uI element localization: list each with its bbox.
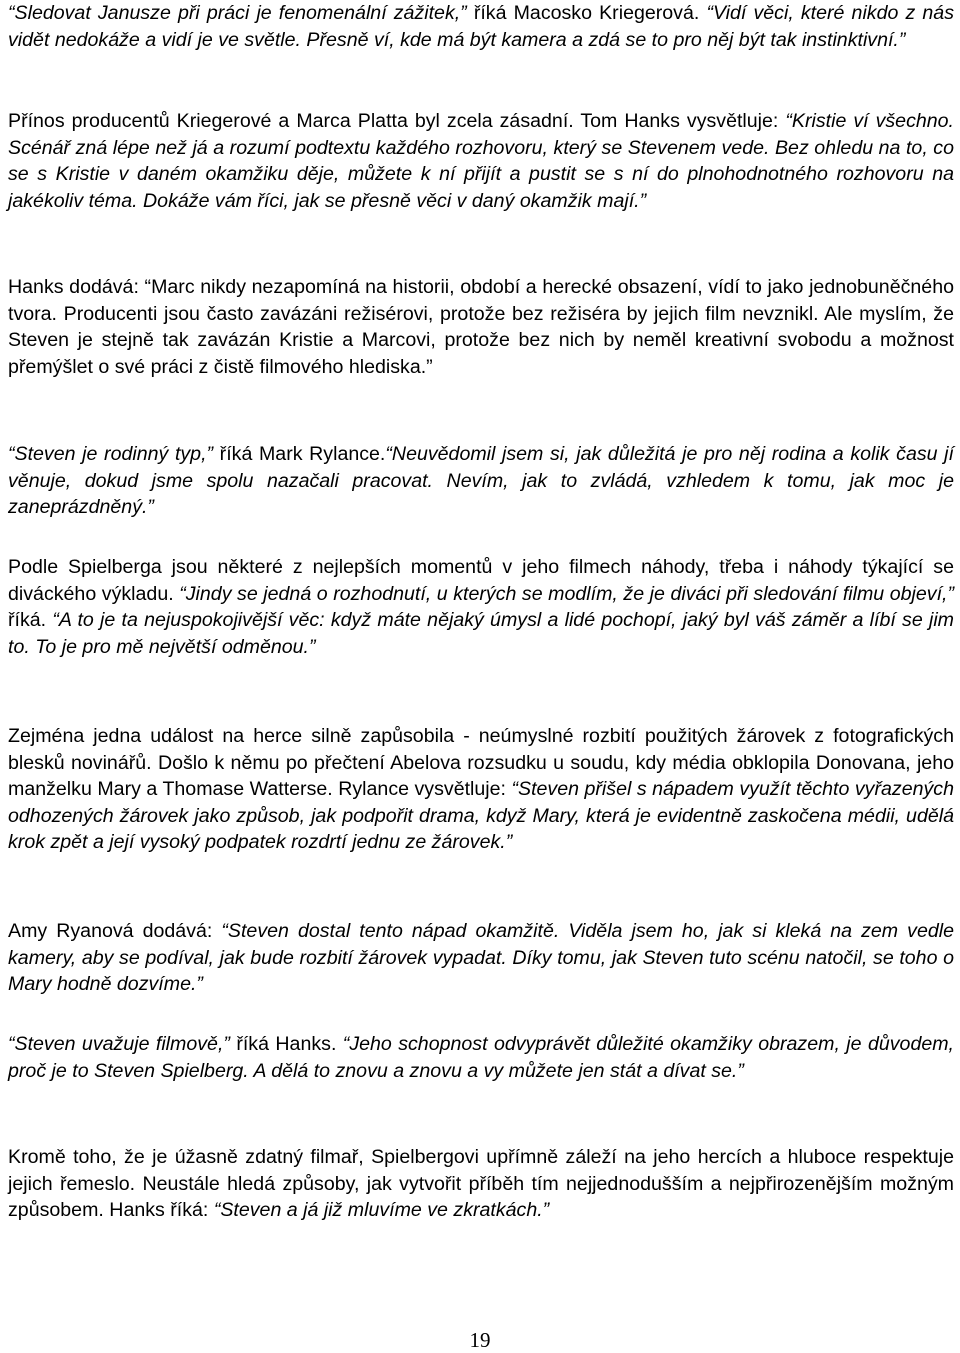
quote-text: “Neuvědomil jsem si, jak důležitá je pro něj rodina a kolik času jí věnuje, dokud jsme spolu nazačali pracovat. Nevím, jak to zvládá, vzhledem k tomu, jak moc je zaneprázdněný.”	[8, 443, 954, 518]
narrative-text: Přínos producentů Kriegerové a Marca Platta byl zcela zásadní. Tom Hanks vysvětluje:	[8, 110, 786, 132]
narrative-text: Amy Ryanová dodává:	[8, 920, 222, 942]
paragraph-2	[8, 108, 954, 214]
narrative-text: Podle Spielberga jsou některé z nejlepších momentů v jeho filmech náhody, třeba i náhody týkající se diváckého výkladu.	[8, 556, 954, 605]
quote-text: “Steven dostal tento nápad okamžitě. Viděla jsem ho, jak si kleká na zem vedle kamery, aby se podíval, jak bude rozbití žárovek vypadat. Díky tomu, jak Steven tuto scénu natočil, se toho o Mary hodně dozvíme.”	[8, 920, 954, 995]
page-number: 19	[469, 1328, 491, 1352]
narrative-text: Hanks dodává:	[8, 276, 145, 298]
narrative-text: říká.	[8, 609, 53, 631]
paragraph-4	[8, 441, 954, 521]
quote-text: “Steven je rodinný typ,”	[8, 443, 214, 465]
quote-text: “Marc nikdy nezapomíná na historii, období a herecké obsazení, vídí to jako jednobuněčného tvora. Producenti jsou často zavázáni režisérovi, protože bez režiséra by jejich film nevznikl. Ale myslím, že Steven je stejně tak zavázán Kristie a Marcovi, protože bez nich by neměl kreativní svobodu a možnost přemýšlet o své práci z čistě filmového hlediska.”	[8, 276, 954, 378]
narrative-text: říká Macosko Kriegerová.	[466, 2, 707, 24]
narrative-text: Kromě toho, že je úžasně zdatný filmař, Spielbergovi upřímně záleží na jeho hercích a hluboce respektuje jejich řemeslo. Neustále hledá způsoby, jak vytvořit příběh tím nejjednodušším a nejpřirozenějším možným způsobem. Hanks říká:	[8, 1146, 954, 1221]
quote-text: “Jeho schopnost odvyprávět důležité okamžiky obrazem, je důvodem, proč je to Steven Spielberg. A dělá to znovu a znovu a vy můžete jen stát a dívat se.”	[8, 1033, 955, 1082]
quote-text: “Steven a já již mluvíme ve zkratkách.”	[213, 1199, 550, 1221]
quote-text: “Steven přišel s nápadem využít těchto vyřazených odhozených žárovek jako způsob, jak podpořit drama, když Mary, která je evidentně zaskočena médii, udělá krok zpět a její vysoký podpatek rozdrtí jednu ze žárovek.”	[8, 778, 954, 853]
paragraph-9	[8, 1144, 954, 1224]
quote-text: “Steven uvažuje filmově,”	[8, 1033, 230, 1055]
paragraph-7	[8, 918, 954, 998]
quote-text: “A to je ta nejuspokojivější věc: když máte nějaký úmysl a lidé pochopí, jaký byl váš záměr a líbí se jim to. To je pro mě největší odměnou.”	[8, 609, 954, 658]
narrative-text: říká Mark Rylance.	[213, 443, 386, 465]
quote-text: “Vidí věci, které nikdo z nás vidět nedokáže a vidí je ve světle. Přesně ví, kde má být kamera a zdá se to pro něj být tak instinktivní.”	[8, 2, 955, 51]
paragraph-8	[8, 1031, 954, 1084]
quote-text: “Kristie ví všechno. Scénář zná lépe než já a rozumí podtextu každého rozhovoru, který se Stevenem vede. Bez ohledu na to, co se s Kristie v daném okamžiku děje, můžete k ní přijít a pustit se s ní do plnohodnotného rozhovoru na jakékoliv téma. Dokáže vám říci, jak se přesně věci v daný okamžik mají.”	[8, 110, 954, 212]
paragraph-6	[8, 723, 954, 856]
paragraph-5	[8, 554, 954, 660]
paragraph-3	[8, 274, 954, 380]
narrative-text: říká Hanks.	[229, 1033, 343, 1055]
quote-text: “Sledovat Janusze při práci je fenomenální zážitek,”	[8, 2, 467, 24]
paragraph-1	[8, 0, 954, 53]
narrative-text: Zejména jedna událost na herce silně zapůsobila - neúmyslné rozbití použitých žárovek z fotografických blesků novinářů. Došlo k němu po přečtení Abelova rozsudku u soudu, kdy média obklopila Donovana, jeho manželku Mary a Thomase Watterse. Rylance vysvětluje:	[8, 725, 954, 800]
quote-text: “Jindy se jedná o rozhodnutí, u kterých se modlím, že je diváci při sledování filmu objeví,”	[179, 582, 955, 605]
